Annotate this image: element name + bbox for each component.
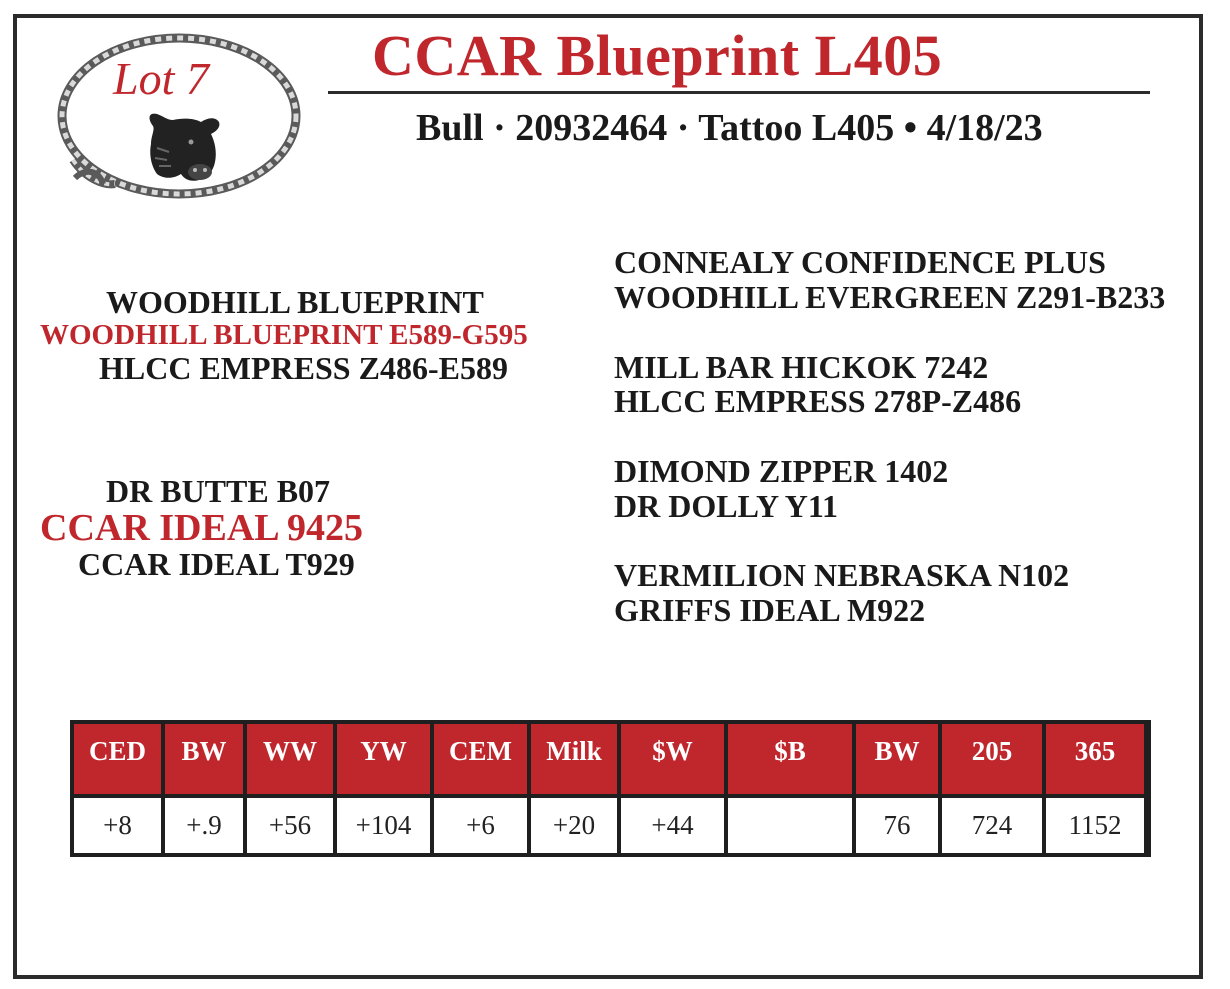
bull-head-icon bbox=[145, 108, 223, 190]
epd-header-bw: BW bbox=[165, 724, 243, 794]
epd-header-ced: CED bbox=[74, 724, 161, 794]
epd-value-365: 1152 bbox=[1046, 798, 1144, 853]
epd-value-w-index: +44 bbox=[621, 798, 724, 853]
animal-name: CCAR Blueprint L405 bbox=[372, 23, 943, 88]
grandsire-line: WOODHILL EVERGREEN Z291-B233 bbox=[614, 279, 1166, 315]
epd-header-ww: WW bbox=[247, 724, 333, 794]
epd-header-205: 205 bbox=[942, 724, 1042, 794]
epd-value-milk: +20 bbox=[531, 798, 617, 853]
sire-sire: WOODHILL BLUEPRINT bbox=[106, 284, 484, 320]
sire: WOODHILL BLUEPRINT E589-G595 bbox=[40, 319, 528, 351]
epd-value-cem: +6 bbox=[434, 798, 527, 853]
grandsire-line: GRIFFS IDEAL M922 bbox=[614, 592, 926, 628]
epd-value-b-index bbox=[728, 798, 852, 853]
dam-dam: CCAR IDEAL T929 bbox=[78, 546, 355, 582]
epd-value-ww: +56 bbox=[247, 798, 333, 853]
epd-header-b-index: $B bbox=[728, 724, 852, 794]
dam-sire: DR BUTTE B07 bbox=[106, 473, 331, 509]
epd-table bbox=[70, 720, 1151, 857]
epd-header-milk: Milk bbox=[531, 724, 617, 794]
grandsire-line: DR DOLLY Y11 bbox=[614, 488, 839, 524]
epd-value-ced: +8 bbox=[74, 798, 161, 853]
grandsire-line: MILL BAR HICKOK 7242 bbox=[614, 349, 989, 385]
grandsire-line: CONNEALY CONFIDENCE PLUS bbox=[614, 244, 1106, 280]
epd-header-cem: CEM bbox=[434, 724, 527, 794]
grandsire-line: DIMOND ZIPPER 1402 bbox=[614, 453, 949, 489]
lot-logo bbox=[55, 28, 303, 208]
sire-dam: HLCC EMPRESS Z486-E589 bbox=[99, 350, 508, 386]
dam: CCAR IDEAL 9425 bbox=[40, 507, 364, 549]
epd-value-205: 724 bbox=[942, 798, 1042, 853]
grandsire-line: HLCC EMPRESS 278P-Z486 bbox=[614, 383, 1022, 419]
title-divider bbox=[328, 91, 1150, 94]
epd-value-yw: +104 bbox=[337, 798, 430, 853]
epd-header-yw: YW bbox=[337, 724, 430, 794]
epd-header-w-index: $W bbox=[621, 724, 724, 794]
lot-number: Lot 7 bbox=[113, 53, 209, 104]
epd-value-actual-bw: 76 bbox=[856, 798, 938, 853]
epd-header-365: 365 bbox=[1046, 724, 1144, 794]
epd-header-actual-bw: BW bbox=[856, 724, 938, 794]
epd-value-bw: +.9 bbox=[165, 798, 243, 853]
animal-details: Bull · 20932464 · Tattoo L405 • 4/18/23 bbox=[416, 107, 1043, 149]
grandsire-line: VERMILION NEBRASKA N102 bbox=[614, 557, 1070, 593]
